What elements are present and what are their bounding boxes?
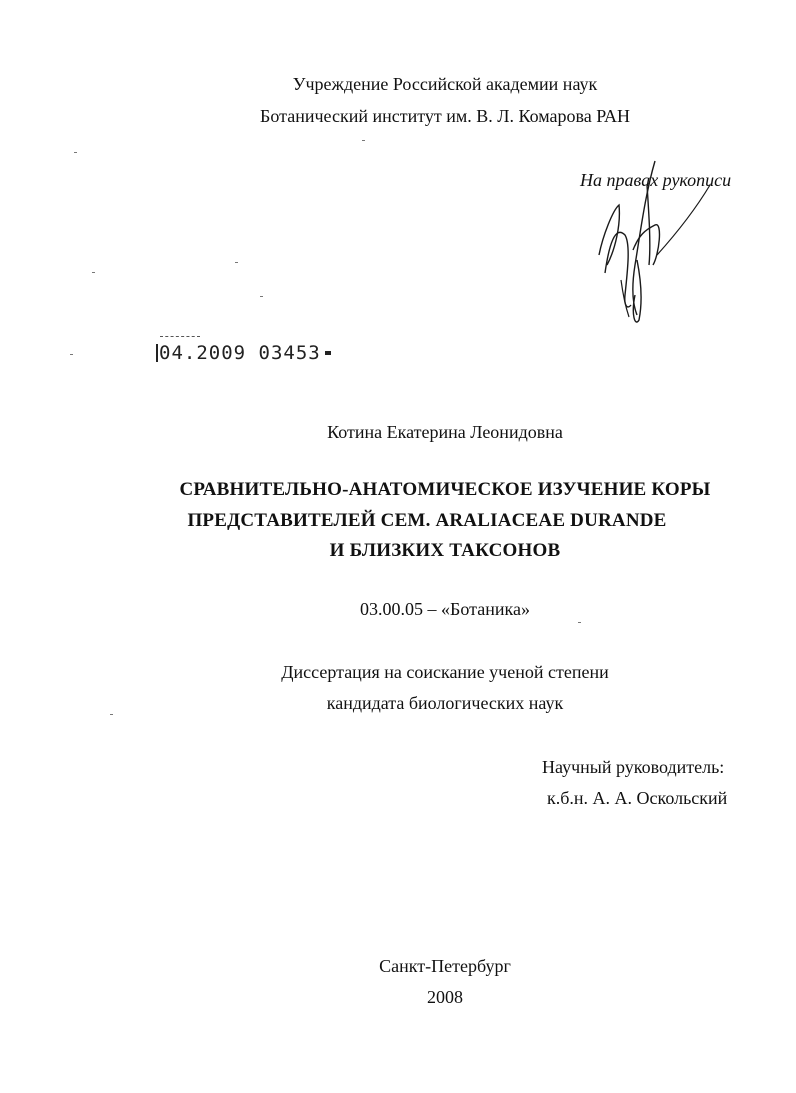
specialty-code: 03.00.05 – «Ботаника» — [360, 599, 530, 619]
scan-speck — [362, 140, 365, 141]
stamp-mark — [160, 336, 200, 338]
year: 2008 — [427, 987, 463, 1007]
archive-code-bar — [156, 344, 158, 362]
institution-line-1: Учреждение Российской академии наук — [292, 74, 598, 94]
scan-speck — [578, 622, 581, 623]
scan-speck — [92, 272, 95, 273]
archive-code-marker — [325, 351, 331, 355]
signature-icon — [585, 155, 725, 325]
institution-line-2: Ботанический институт им. В. Л. Комарова РАН — [260, 106, 630, 126]
scan-speck — [70, 354, 73, 355]
degree-line-2: кандидата биологических наук — [326, 693, 564, 713]
scan-speck — [74, 152, 77, 153]
scan-speck — [260, 296, 263, 297]
supervisor-name: к.б.н. А. А. Оскольский — [547, 788, 728, 808]
archive-code-stamp — [156, 342, 331, 364]
supervisor-label: Научный руководитель: — [542, 757, 725, 777]
scan-speck — [235, 262, 238, 263]
thesis-title-line-2: ПРЕДСТАВИТЕЛЕЙ СЕМ. ARALIACEAE DURANDE — [187, 510, 667, 531]
author-name: Котина Екатерина Леонидовна — [327, 422, 563, 442]
scan-speck — [110, 714, 113, 715]
degree-line-1: Диссертация на соискание ученой степени — [281, 662, 609, 682]
thesis-title-line-3: И БЛИЗКИХ ТАКСОНОВ — [329, 540, 561, 561]
archive-code-text: 04.2009 03453 — [159, 342, 321, 364]
thesis-title-line-1: СРАВНИТЕЛЬНО-АНАТОМИЧЕСКОЕ ИЗУЧЕНИЕ КОРЫ — [179, 479, 711, 500]
manuscript-note: На правах рукописи — [580, 170, 732, 190]
city: Санкт-Петербург — [379, 956, 511, 976]
